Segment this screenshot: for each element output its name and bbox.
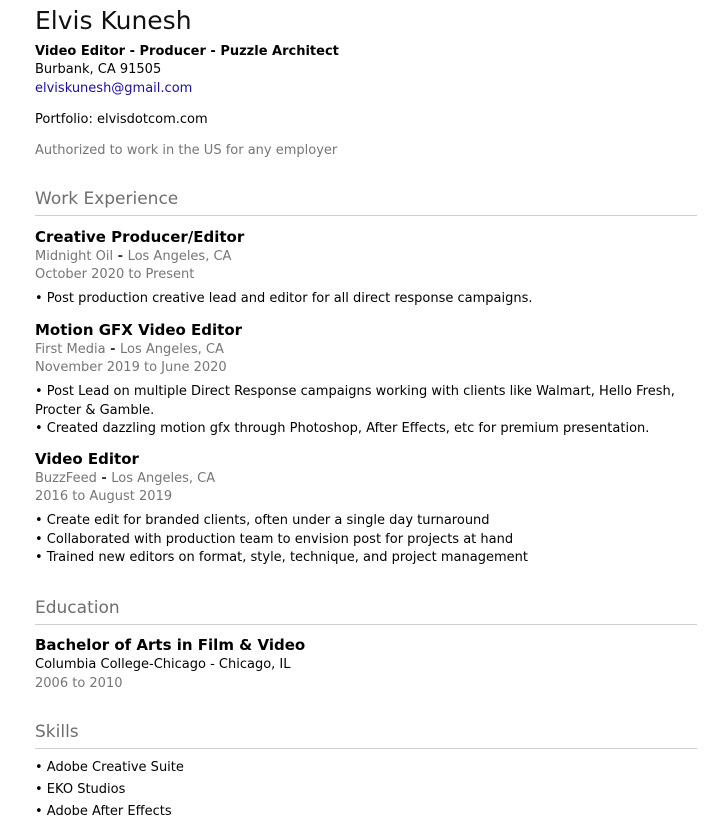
candidate-name: Elvis Kunesh — [35, 6, 192, 35]
job-company: First Media — [35, 342, 106, 357]
section-divider-education — [35, 624, 697, 625]
section-title-education: Education — [35, 598, 120, 618]
email-link[interactable]: elviskunesh@gmail.com — [35, 81, 193, 96]
job-dates: 2016 to August 2019 — [35, 489, 173, 504]
portfolio-text: Portfolio: elvisdotcom.com — [35, 112, 208, 127]
job-dates: October 2020 to Present — [35, 267, 195, 282]
candidate-location: Burbank, CA 91505 — [35, 62, 162, 77]
job-company: Midnight Oil — [35, 249, 114, 264]
job-location: Los Angeles, CA — [120, 342, 224, 357]
education-degree: Bachelor of Arts in Film & Video — [35, 636, 306, 654]
job-separator: - — [96, 471, 112, 486]
job-bullet: • Created dazzling motion gfx through Photoshop, After Effects, etc for premium presentation. — [35, 421, 650, 436]
skill-item: • Adobe Creative Suite — [35, 760, 184, 775]
job-location: Los Angeles, CA — [111, 471, 216, 486]
job-company-line — [35, 248, 231, 265]
job-dates: November 2019 to June 2020 — [35, 360, 227, 375]
job-title: Video Editor — [35, 450, 139, 468]
job-bullet: • Post Lead on multiple Direct Response campaigns working with clients like Walmart, Hello Fresh, Procter & Gamble. — [35, 384, 675, 418]
skill-item: • EKO Studios — [35, 782, 126, 797]
job-bullet: • Post production creative lead and editor for all direct response campaigns. — [35, 291, 533, 306]
job-separator: - — [105, 342, 120, 357]
section-title-skills: Skills — [35, 722, 79, 742]
job-company: BuzzFeed — [35, 471, 97, 486]
section-title-work: Work Experience — [35, 189, 179, 209]
work-authorization: Authorized to work in the US for any employer — [35, 143, 338, 158]
education-dates: 2006 to 2010 — [35, 676, 123, 691]
skill-item: • Adobe After Effects — [35, 804, 172, 819]
job-title: Motion GFX Video Editor — [35, 321, 243, 339]
job-separator: - — [113, 249, 128, 264]
job-bullet: • Collaborated with production team to envision post for projects at hand — [35, 532, 514, 547]
job-company-line — [35, 470, 215, 487]
section-divider-skills — [35, 748, 697, 749]
section-divider-work — [35, 215, 697, 216]
job-title: Creative Producer/Editor — [35, 228, 245, 246]
job-company-line — [35, 341, 224, 358]
job-bullet: • Trained new editors on format, style, technique, and project management — [35, 550, 528, 565]
candidate-headline: Video Editor - Producer - Puzzle Architect — [35, 44, 339, 59]
education-school: Columbia College-Chicago - Chicago, IL — [35, 657, 291, 672]
job-location: Los Angeles, CA — [127, 249, 232, 264]
job-bullet: • Create edit for branded clients, often under a single day turnaround — [35, 513, 490, 528]
